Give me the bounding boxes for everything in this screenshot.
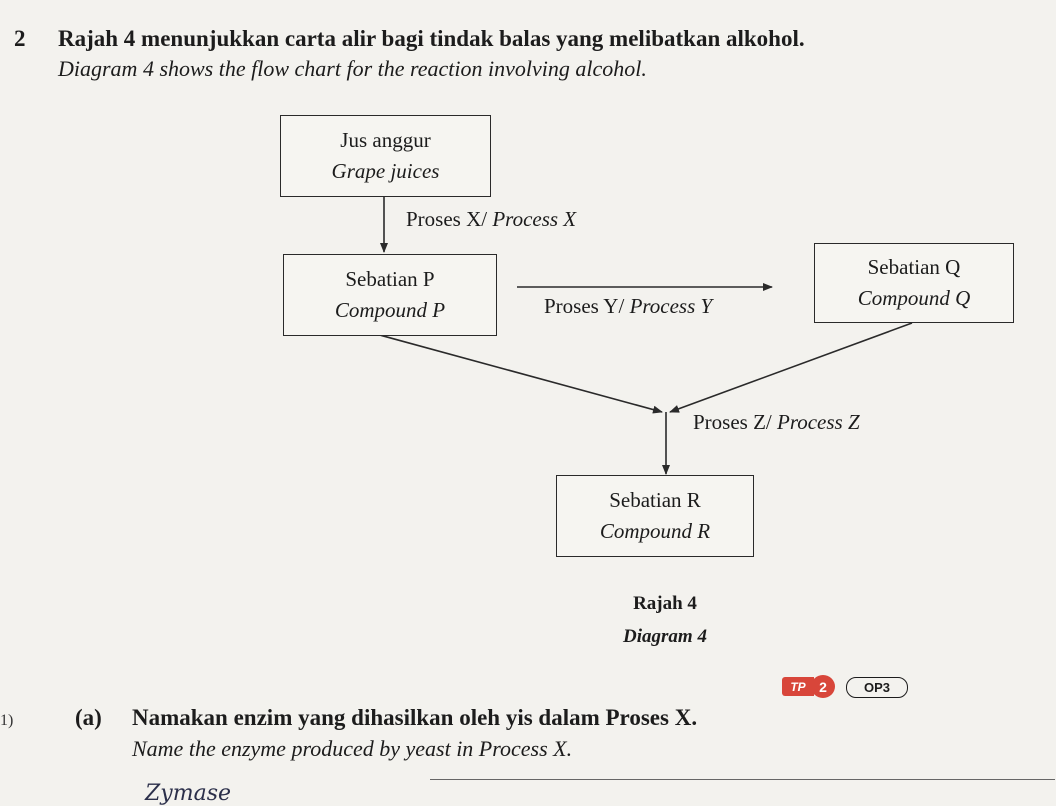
question-stem-malay: Rajah 4 menunjukkan carta alir bagi tindak balas yang melibatkan alkohol. <box>58 26 805 51</box>
box-compound-r-malay: Sebatian R <box>609 488 701 512</box>
diagram-caption-english: Diagram 4 <box>623 626 707 647</box>
label-process-x-malay: Proses X/ <box>406 207 488 231</box>
box-compound-p <box>283 254 497 336</box>
label-process-x <box>406 207 576 232</box>
box-compound-p-english: Compound P <box>334 298 446 322</box>
box-compound-q-malay: Sebatian Q <box>867 255 961 279</box>
label-process-z-english: Process Z <box>777 410 860 434</box>
box-compound-q-english: Compound Q <box>857 286 971 310</box>
box-compound-r-english: Compound R <box>599 519 711 543</box>
part-a-label: (a) <box>75 705 102 730</box>
box-compound-p-malay: Sebatian P <box>345 267 435 291</box>
question-number: 2 <box>14 26 26 51</box>
label-process-y <box>544 294 712 319</box>
box-compound-q <box>814 243 1014 323</box>
answer-line[interactable] <box>430 779 1055 780</box>
handwritten-answer: Zymase <box>145 781 232 806</box>
label-process-z-malay: Proses Z/ <box>693 410 772 434</box>
part-a-question-malay: Namakan enzim yang dihasilkan oleh yis dalam Proses X. <box>132 705 698 730</box>
label-process-y-malay: Proses Y/ <box>544 294 625 318</box>
box-grape-juices-english: Grape juices <box>331 159 440 183</box>
connector-p-to-z <box>376 334 662 412</box>
label-process-z <box>693 410 860 435</box>
part-a-question-english: Name the enzyme produced by yeast in Process X. <box>132 736 573 761</box>
connector-q-to-z <box>670 323 912 412</box>
margin-mark: 1) <box>0 712 14 729</box>
diagram-caption-malay: Rajah 4 <box>633 593 697 614</box>
label-process-x-english: Process X <box>492 207 577 231</box>
question-stem-english: Diagram 4 shows the flow chart for the reaction involving alcohol. <box>58 56 647 81</box>
box-grape-juices-malay: Jus anggur <box>340 128 431 152</box>
tp-badge: TP <box>782 677 814 696</box>
label-process-y-english: Process Y <box>629 294 713 318</box>
op-badge: OP3 <box>846 677 908 698</box>
tp-level-badge: 2 <box>811 675 835 698</box>
box-compound-r <box>556 475 754 557</box>
box-grape-juices <box>280 115 491 197</box>
